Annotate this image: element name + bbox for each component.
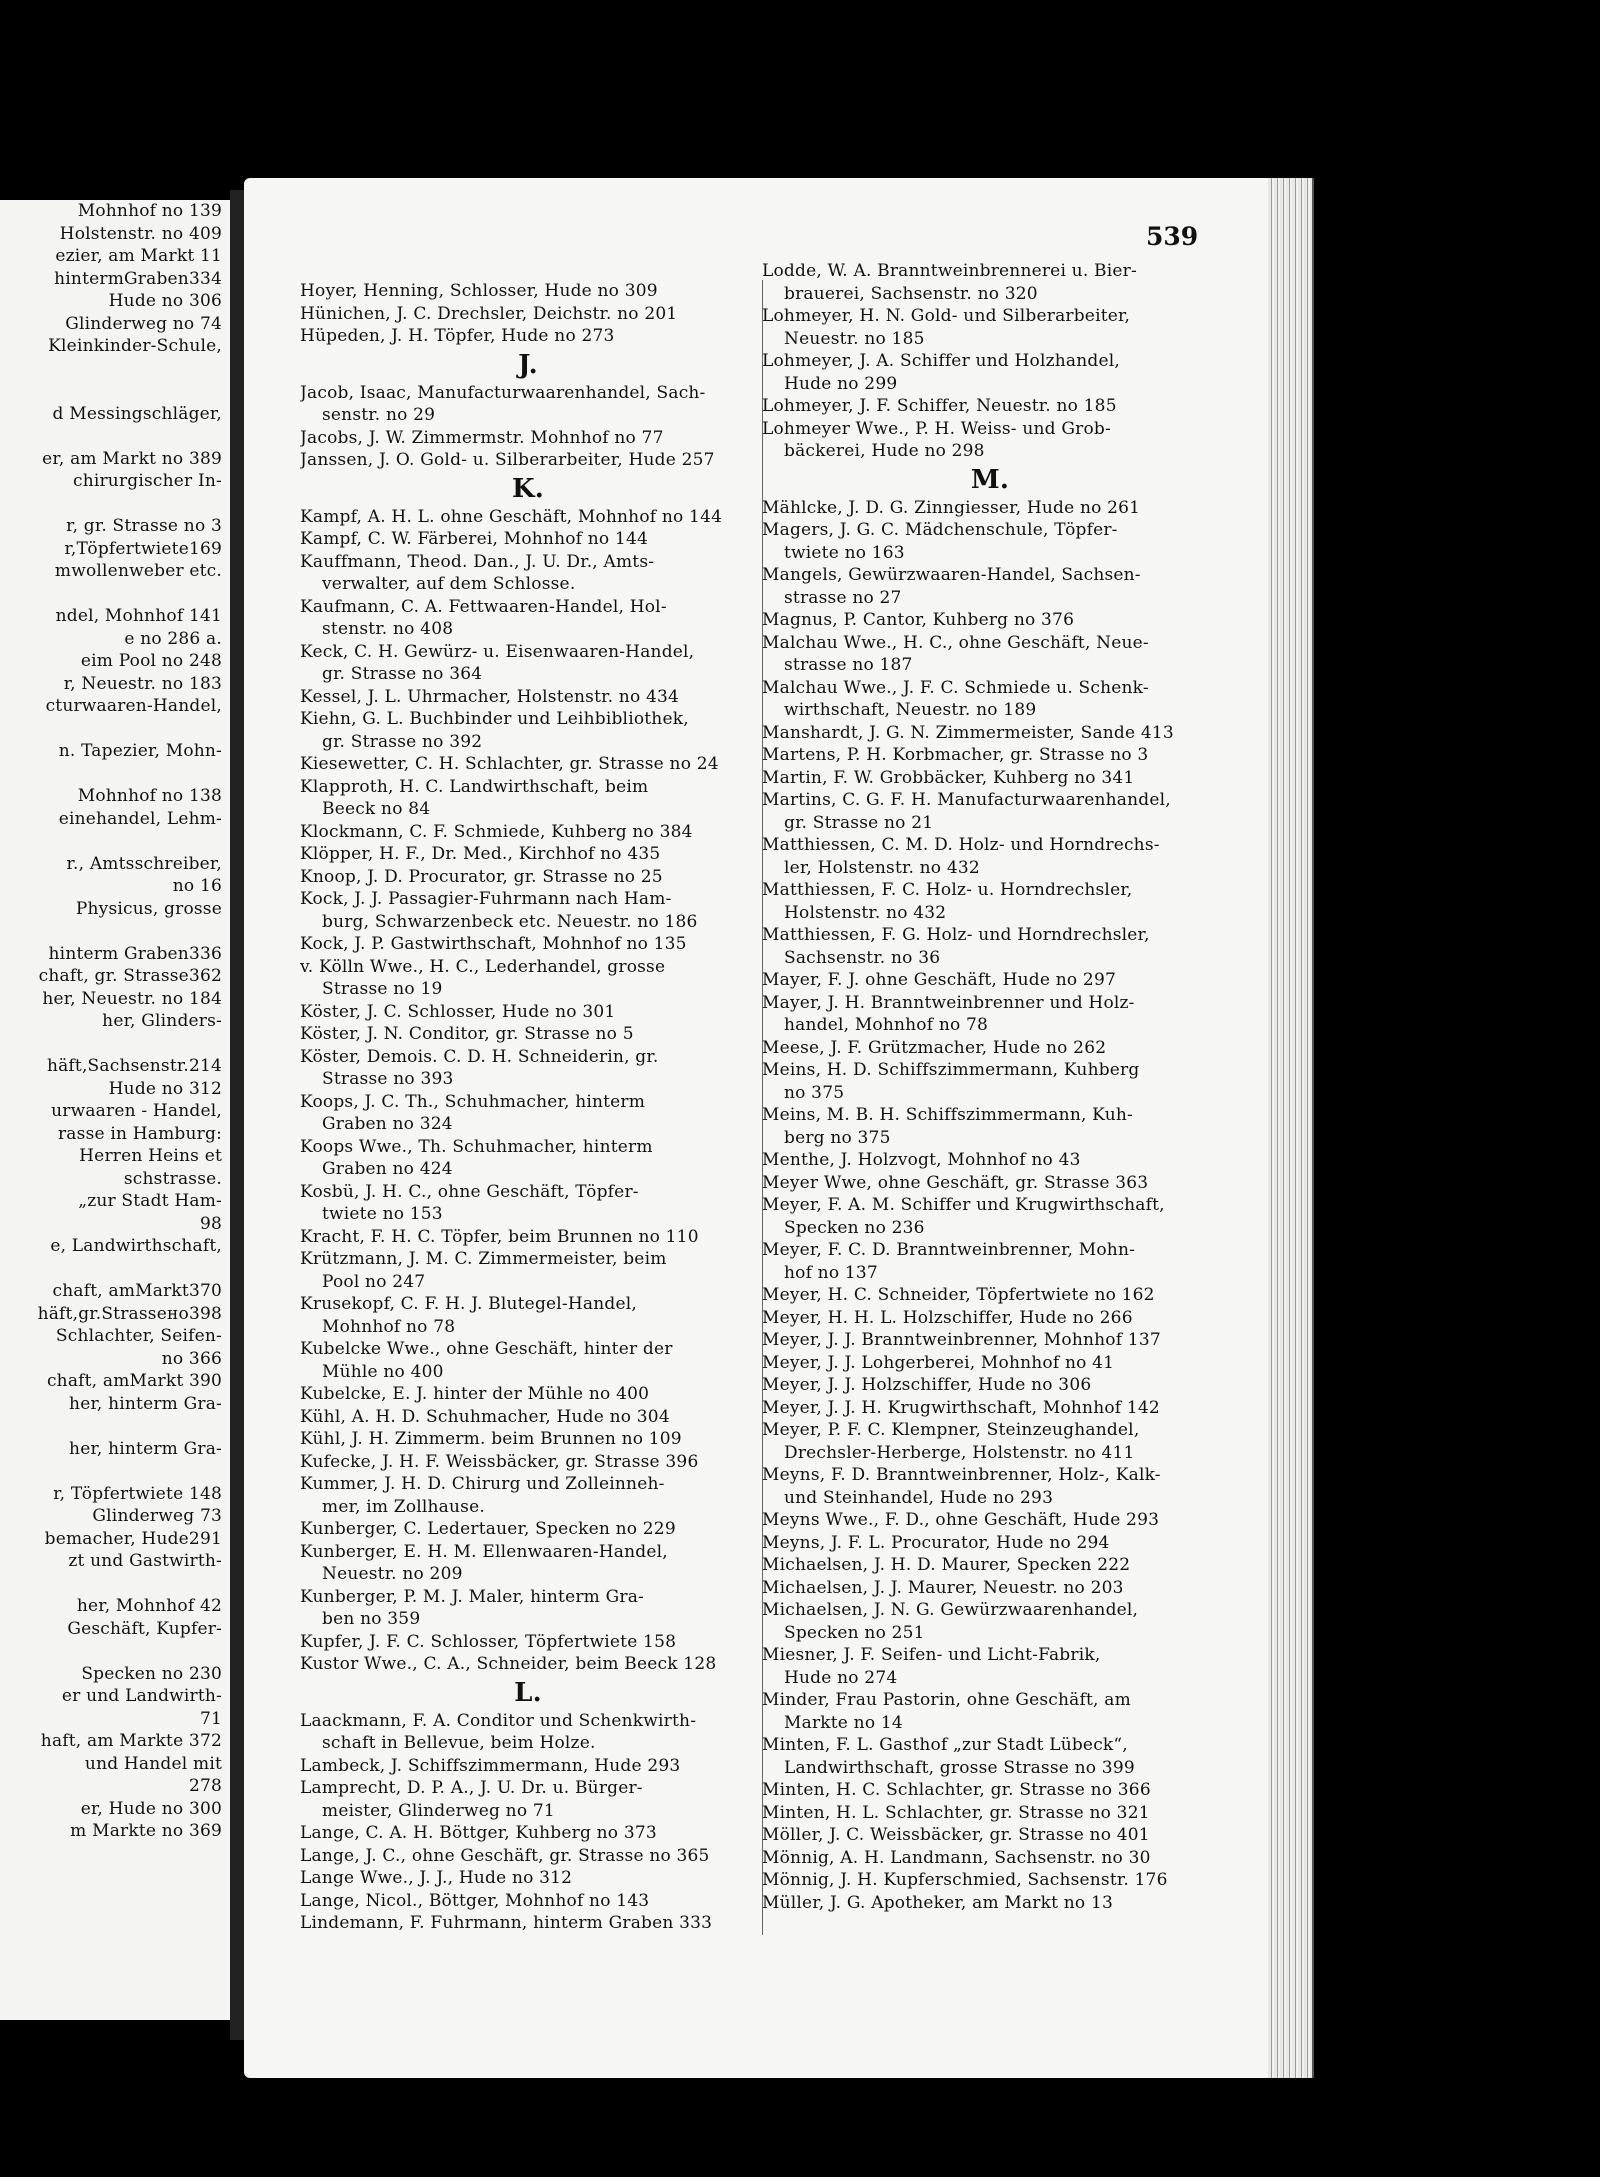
directory-entry-continuation: Holstenstr. no 432 [784, 902, 947, 923]
directory-entry-continuation: handel, Mohnhof no 78 [784, 1015, 989, 1035]
left-page-fragment: Mohnhof no 138 [77, 786, 222, 806]
directory-entry-continuation: senstr. no 29 [322, 405, 436, 425]
directory-entry: Hünichen, J. C. Drechsler, Deichstr. no 201 [300, 303, 678, 324]
directory-entry: Lange Wwe., J. J., Hude no 312 [300, 1868, 573, 1888]
directory-entry: Lodde, W. A. Branntweinbrennerei u. Bier- [762, 261, 1137, 281]
directory-entry: Lange, Nicol., Böttger, Mohnhof no 143 [300, 1890, 650, 1911]
directory-entry: Kühl, A. H. D. Schuhmacher, Hude no 304 [300, 1406, 670, 1427]
left-page-fragment: Glinderweg no 74 [65, 313, 222, 334]
directory-entry: Köster, J. N. Conditor, gr. Strasse no 5 [300, 1024, 634, 1044]
directory-entry: Magnus, P. Cantor, Kuhberg no 376 [762, 610, 1075, 630]
section-letter-heading: K. [511, 473, 545, 504]
left-page-fragment: Glinderweg 73 [92, 1506, 222, 1526]
left-page-text-fragments [0, 200, 228, 1843]
directory-entry-continuation: berg no 375 [784, 1127, 891, 1148]
directory-entry: Michaelsen, J. H. D. Maurer, Specken 222 [762, 1555, 1131, 1575]
directory-entry: Kühl, J. H. Zimmerm. beim Brunnen no 109 [300, 1429, 682, 1449]
left-page-fragment: e, Landwirthschaft, [50, 1236, 222, 1256]
directory-entry: Meyer, H. C. Schneider, Töpfertwiete no 162 [762, 1285, 1155, 1305]
directory-entry: Krützmann, J. M. C. Zimmermeister, beim [300, 1249, 667, 1269]
directory-entry: Magers, J. G. C. Mädchenschule, Töpfer- [762, 520, 1118, 540]
left-page-fragment [0, 358, 228, 381]
directory-entry-continuation: brauerei, Sachsenstr. no 320 [784, 283, 1038, 304]
directory-entry: Klöpper, H. F., Dr. Med., Kirchhof no 435 [300, 844, 661, 864]
directory-entry: Meese, J. F. Grützmacher, Hude no 262 [762, 1037, 1107, 1058]
directory-entry-continuation: hof no 137 [784, 1262, 878, 1283]
directory-entry-continuation: gr. Strasse no 21 [784, 812, 934, 833]
left-page-fragment: chaft, amMarkt370 [52, 1281, 222, 1301]
directory-entry-continuation: twiete no 153 [322, 1204, 443, 1224]
directory-entry-continuation: Hude no 299 [784, 373, 898, 394]
directory-entry-continuation: Drechsler-Herberge, Holstenstr. no 411 [784, 1442, 1135, 1463]
directory-entry: Michaelsen, J. N. G. Gewürzwaarenhandel, [762, 1600, 1139, 1620]
left-page-fragment: hintermGraben334 [54, 268, 222, 289]
left-page-fragment: cturwaaren-Handel, [45, 696, 222, 716]
left-page-fragment: urwaaren - Handel, [51, 1101, 222, 1121]
directory-entry: Kunberger, P. M. J. Maler, hinterm Gra- [300, 1586, 644, 1607]
directory-entry-continuation: Neuestr. no 209 [322, 1564, 463, 1584]
left-page-fragment: her, Neuestr. no 184 [42, 988, 222, 1009]
directory-entry: Lohmeyer, J. F. Schiffer, Neuestr. no 185 [762, 396, 1117, 416]
directory-entry: Lohmeyer, H. N. Gold- und Silberarbeiter, [762, 306, 1131, 326]
directory-entry: Mangels, Gewürzwaaren-Handel, Sachsen- [762, 565, 1141, 585]
directory-entry-continuation: Markte no 14 [784, 1712, 903, 1733]
directory-entry: Jacobs, J. W. Zimmermstr. Mohnhof no 77 [300, 427, 664, 448]
left-page-fragment: bemacher, Hude291 [44, 1528, 222, 1549]
directory-entry-continuation: burg, Schwarzenbeck etc. Neuestr. no 186 [322, 911, 698, 932]
directory-entry: Hoyer, Henning, Schlosser, Hude no 309 [300, 281, 658, 301]
directory-entry: Lindemann, F. Fuhrmann, hinterm Graben 333 [300, 1913, 713, 1933]
left-page-fragment: chaft, gr. Strasse362 [38, 966, 222, 986]
directory-entry-continuation: Landwirthschaft, grosse Strasse no 399 [784, 1757, 1135, 1778]
left-page-fragment: einehandel, Lehm- [58, 808, 222, 829]
directory-entry-continuation: wirthschaft, Neuestr. no 189 [784, 700, 1037, 720]
left-page-fragment [0, 1258, 228, 1281]
directory-entry-continuation: twiete no 163 [784, 542, 905, 563]
left-page-fragment: Hude no 312 [108, 1078, 222, 1099]
section-letter-heading: L. [514, 1677, 542, 1708]
left-page-fragment [0, 493, 228, 516]
left-page-fragment: n. Tapezier, Mohn- [58, 741, 222, 761]
directory-entry-continuation: schaft in Bellevue, beim Holze. [322, 1733, 596, 1753]
directory-entry: Meyns Wwe., F. D., ohne Geschäft, Hude 293 [762, 1510, 1160, 1530]
directory-entry: Lohmeyer Wwe., P. H. Weiss- und Grob- [762, 418, 1111, 439]
directory-entry: Meyer, J. J. H. Krugwirthschaft, Mohnhof 142 [762, 1397, 1160, 1418]
left-page-fragment: 98 [199, 1213, 222, 1234]
directory-entry-continuation: Sachsenstr. no 36 [784, 947, 941, 968]
directory-entry-continuation: Specken no 251 [784, 1622, 925, 1643]
directory-entry: Kupfer, J. F. C. Schlosser, Töpfertwiete 158 [300, 1631, 677, 1652]
directory-entry: Meyns, J. F. L. Procurator, Hude no 294 [762, 1532, 1110, 1553]
directory-entry: Möller, J. C. Weissbäcker, gr. Strasse no 401 [762, 1825, 1150, 1845]
directory-entry: Kunberger, C. Ledertauer, Specken no 229 [300, 1519, 676, 1539]
left-page-fragment: hinterm Graben336 [48, 943, 222, 964]
left-page-fragment: mwollenweber etc. [54, 561, 222, 581]
directory-entry: Janssen, J. O. Gold- u. Silberarbeiter, Hude 257 [300, 450, 715, 470]
left-page-fragment: und Handel mit [84, 1753, 222, 1774]
left-page-fragment: r, gr. Strasse no 3 [66, 516, 222, 536]
directory-entry: Michaelsen, J. J. Maurer, Neuestr. no 203 [762, 1577, 1124, 1598]
directory-entry: Kessel, J. L. Uhrmacher, Holstenstr. no 434 [300, 686, 680, 707]
left-page-fragment: Physicus, grosse [75, 898, 222, 919]
left-page-fragment: r, Neuestr. no 183 [63, 673, 222, 694]
left-page-fragment [0, 920, 228, 943]
directory-entry: Minten, H. L. Schlachter, gr. Strasse no 321 [762, 1802, 1150, 1823]
directory-entry: Meyer, J. J. Holzschiffer, Hude no 306 [762, 1375, 1092, 1395]
directory-entry: Krusekopf, C. F. H. J. Blutegel-Handel, [300, 1294, 637, 1314]
section-letter-heading: M. [970, 464, 1010, 495]
left-page-fragment: r, Töpfertwiete 148 [53, 1483, 222, 1504]
left-page-fragment: 71 [199, 1708, 222, 1729]
left-page-fragment: d Messingschläger, [52, 403, 222, 424]
directory-entry: Keck, C. H. Gewürz- u. Eisenwaaren-Handel, [300, 641, 695, 662]
directory-entry: Kaufmann, C. A. Fettwaaren-Handel, Hol- [300, 596, 667, 617]
left-page-fragment: „zur Stadt Ham- [78, 1191, 222, 1211]
directory-entry: Lamprecht, D. P. A., J. U. Dr. u. Bürger- [300, 1778, 643, 1798]
left-page-fragment: r., Amtsschreiber, [66, 853, 222, 874]
directory-entry: Kock, J. P. Gastwirthschaft, Mohnhof no 135 [300, 934, 687, 954]
directory-entry: Jacob, Isaac, Manufacturwaarenhandel, Sach- [300, 382, 706, 403]
directory-entry: Martens, P. H. Korbmacher, gr. Strasse no 3 [762, 745, 1149, 765]
directory-entry: Matthiessen, C. M. D. Holz- und Horndrechs- [762, 835, 1160, 855]
left-page-fragment: her, hinterm Gra- [69, 1438, 222, 1459]
directory-entry-continuation: ler, Holstenstr. no 432 [784, 857, 980, 878]
directory-entry: Kiesewetter, C. H. Schlachter, gr. Strasse no 24 [300, 754, 719, 774]
left-page-fragment: Hude no 306 [108, 291, 222, 311]
left-page-fragment [0, 763, 228, 786]
directory-entry: Kubelcke, E. J. hinter der Mühle no 400 [300, 1384, 650, 1404]
left-page-fragment: häft,Sachsenstr.214 [46, 1056, 222, 1076]
directory-entry: Mönnig, A. H. Landmann, Sachsenstr. no 30 [762, 1847, 1151, 1868]
directory-entry: v. Kölln Wwe., H. C., Lederhandel, grosse [300, 956, 666, 977]
directory-entry-continuation: Graben no 324 [322, 1114, 453, 1134]
left-page-fragment: Kleinkinder-Schule, [48, 336, 222, 356]
directory-column-right [762, 260, 1218, 1914]
page-edges [1268, 178, 1314, 2078]
directory-entry: Meins, M. B. H. Schiffszimmermann, Kuh- [762, 1105, 1133, 1125]
directory-entry: Kiehn, G. L. Buchbinder und Leihbibliothek, [300, 709, 689, 729]
left-page-fragment: haft, am Markte 372 [40, 1731, 222, 1751]
left-page-fragment: eim Pool no 248 [80, 651, 222, 671]
directory-entry: Kracht, F. H. C. Töpfer, beim Brunnen no 110 [300, 1226, 699, 1247]
directory-entry: Matthiessen, F. G. Holz- und Horndrechsler, [762, 925, 1150, 945]
directory-entry: Kunberger, E. H. M. Ellenwaaren-Handel, [300, 1541, 668, 1562]
directory-entry-continuation: Strasse no 19 [322, 979, 443, 999]
directory-entry: Mählcke, J. D. G. Zinngiesser, Hude no 261 [762, 497, 1141, 518]
directory-entry: Koops, J. C. Th., Schuhmacher, hinterm [300, 1091, 646, 1112]
directory-entry: Meyns, F. D. Branntweinbrenner, Holz-, Kalk- [762, 1465, 1161, 1485]
directory-entry: Kufecke, J. H. F. Weissbäcker, gr. Strasse 396 [300, 1451, 699, 1472]
directory-entry: Knoop, J. D. Procurator, gr. Strasse no 25 [300, 866, 663, 887]
directory-entry-continuation: Graben no 424 [322, 1159, 453, 1179]
left-page-fragment [0, 1573, 228, 1596]
directory-entry: Kummer, J. H. D. Chirurg und Zolleinneh- [300, 1474, 665, 1494]
left-page-fragment: no 366 [161, 1348, 222, 1369]
directory-entry: Kampf, C. W. Färberei, Mohnhof no 144 [300, 529, 648, 549]
directory-entry-continuation: bäckerei, Hude no 298 [784, 441, 985, 461]
directory-entry: Kock, J. J. Passagier-Fuhrmann nach Ham- [300, 889, 672, 909]
left-page-fragment: Specken no 230 [81, 1663, 222, 1684]
left-page-fragment: ezier, am Markt 11 [55, 246, 222, 266]
left-page-fragment: chaft, amMarkt 390 [46, 1371, 222, 1391]
left-page-fragment: häft,gr.Strassено398 [37, 1303, 222, 1324]
left-page-fragment: 278 [188, 1776, 222, 1796]
directory-entry: Martin, F. W. Grobbäcker, Kuhberg no 341 [762, 767, 1135, 788]
directory-entry-continuation: Mühle no 400 [322, 1361, 444, 1382]
directory-entry-continuation: strasse no 27 [784, 587, 902, 608]
directory-entry: Minten, H. C. Schlachter, gr. Strasse no 366 [762, 1780, 1151, 1800]
directory-entry-continuation: Mohnhof no 78 [322, 1316, 456, 1337]
directory-entry-continuation: ben no 359 [322, 1609, 421, 1629]
directory-entry: Minder, Frau Pastorin, ohne Geschäft, am [762, 1690, 1131, 1710]
directory-entry-continuation: stenstr. no 408 [322, 619, 454, 639]
directory-entry: Lohmeyer, J. A. Schiffer und Holzhandel, [762, 351, 1120, 371]
left-page [0, 200, 232, 2020]
left-page-fragment [0, 1460, 228, 1483]
left-page-fragment [0, 380, 228, 403]
left-page-fragment: Geschäft, Kupfer- [67, 1618, 222, 1639]
directory-entry: Mayer, F. J. ohne Geschäft, Hude no 297 [762, 970, 1116, 990]
directory-entry-continuation: Specken no 236 [784, 1217, 925, 1238]
directory-entry: Köster, J. C. Schlosser, Hude no 301 [300, 1001, 616, 1022]
left-page-fragment: r,Töpfertwiete169 [64, 538, 222, 559]
directory-entry: Kosbü, J. H. C., ohne Geschäft, Töpfer- [300, 1181, 639, 1202]
directory-entry: Miesner, J. F. Seifen- und Licht-Fabrik, [762, 1645, 1101, 1665]
directory-entry: Matthiessen, F. C. Holz- u. Horndrechsler, [762, 880, 1133, 900]
left-page-fragment [0, 1415, 228, 1438]
directory-entry-continuation: mer, im Zollhause. [322, 1496, 485, 1517]
directory-entry: Malchau Wwe., J. F. C. Schmiede u. Schenk- [762, 677, 1149, 698]
directory-entry: Klapproth, H. C. Landwirthschaft, beim [300, 776, 649, 797]
left-page-fragment [0, 583, 228, 606]
directory-entry-continuation: Pool no 247 [322, 1271, 426, 1292]
left-page-fragment: Schlachter, Seifen- [55, 1326, 222, 1346]
directory-entry: Meyer Wwe, ohne Geschäft, gr. Strasse 363 [762, 1172, 1149, 1193]
directory-entry: Kustor Wwe., C. A., Schneider, beim Beeck 128 [300, 1654, 717, 1674]
directory-entry-continuation: gr. Strasse no 364 [322, 664, 483, 684]
page-number: 539 [1146, 222, 1199, 251]
directory-entry: Koops Wwe., Th. Schuhmacher, hinterm [300, 1136, 653, 1157]
directory-entry-continuation: Strasse no 393 [322, 1069, 454, 1089]
directory-entry: Kubelcke Wwe., ohne Geschäft, hinter der [300, 1339, 673, 1359]
left-page-fragment: Mohnhof no 139 [77, 201, 222, 221]
directory-entry: Manshardt, J. G. N. Zimmermeister, Sande 413 [762, 722, 1174, 743]
directory-entry: Meins, H. D. Schiffszimmermann, Kuhberg [762, 1060, 1140, 1080]
left-page-fragment: Holstenstr. no 409 [59, 223, 222, 244]
left-page-fragment: her, Mohnhof 42 [76, 1596, 222, 1616]
left-page-fragment [0, 425, 228, 448]
left-page-fragment: ndel, Mohnhof 141 [55, 606, 222, 626]
directory-entry: Köster, Demois. C. D. H. Schneiderin, gr. [300, 1046, 659, 1067]
directory-column-left [300, 280, 763, 1935]
directory-entry: Menthe, J. Holzvogt, Mohnhof no 43 [762, 1150, 1081, 1170]
section-letter-heading: J. [518, 349, 538, 380]
left-page-fragment: schstrasse. [123, 1168, 222, 1189]
directory-entry: Minten, F. L. Gasthof „zur Stadt Lübeck“, [762, 1735, 1128, 1755]
left-page-fragment [0, 1640, 228, 1663]
left-page-fragment [0, 830, 228, 853]
directory-entry: Meyer, F. A. M. Schiffer und Krugwirthschaft, [762, 1195, 1165, 1215]
left-page-fragment [0, 1033, 228, 1056]
left-page-fragment: her, hinterm Gra- [69, 1393, 222, 1414]
directory-entry-continuation: strasse no 187 [784, 655, 913, 675]
directory-entry-continuation: Beeck no 84 [322, 799, 431, 819]
directory-entry: Müller, J. G. Apotheker, am Markt no 13 [762, 1892, 1113, 1913]
directory-entry: Meyer, H. H. L. Holzschiffer, Hude no 266 [762, 1307, 1133, 1328]
left-page-fragment: zt und Gastwirth- [68, 1551, 222, 1571]
directory-entry-continuation: und Steinhandel, Hude no 293 [784, 1487, 1054, 1508]
directory-entry: Meyer, J. J. Branntweinbrenner, Mohnhof 137 [762, 1330, 1161, 1350]
left-page-fragment: er und Landwirth- [61, 1686, 222, 1706]
directory-entry: Martins, C. G. F. H. Manufacturwaarenhandel, [762, 790, 1171, 810]
left-page-fragment: no 16 [172, 876, 222, 896]
directory-entry: Lange, C. A. H. Böttger, Kuhberg no 373 [300, 1823, 657, 1843]
directory-entry: Mayer, J. H. Branntweinbrenner und Holz- [762, 992, 1135, 1013]
directory-entry-continuation: Hude no 274 [784, 1667, 898, 1688]
directory-entry: Meyer, J. J. Lohgerberei, Mohnhof no 41 [762, 1352, 1115, 1373]
directory-entry: Hüpeden, J. H. Töpfer, Hude no 273 [300, 326, 615, 346]
left-page-fragment [0, 718, 228, 741]
directory-entry-continuation: verwalter, auf dem Schlosse. [322, 574, 576, 594]
directory-entry: Lambeck, J. Schiffszimmermann, Hude 293 [300, 1755, 681, 1776]
directory-entry: Mönnig, J. H. Kupferschmied, Sachsenstr. 176 [762, 1870, 1168, 1890]
left-page-fragment: m Markte no 369 [70, 1821, 222, 1841]
left-page-fragment: er, Hude no 300 [80, 1798, 222, 1819]
directory-entry-continuation: meister, Glinderweg no 71 [322, 1800, 555, 1821]
directory-entry-continuation: Neuestr. no 185 [784, 328, 925, 349]
directory-entry: Lange, J. C., ohne Geschäft, gr. Strasse no 365 [300, 1845, 710, 1866]
left-page-fragment: Herren Heins et [79, 1146, 222, 1166]
directory-entry: Klockmann, C. F. Schmiede, Kuhberg no 384 [300, 821, 693, 842]
directory-entry: Kampf, A. H. L. ohne Geschäft, Mohnhof no 144 [300, 506, 723, 527]
left-page-fragment: rasse in Hamburg: [57, 1123, 222, 1144]
left-page-fragment: chirurgischer In- [72, 471, 222, 491]
directory-entry: Meyer, P. F. C. Klempner, Steinzeughandel, [762, 1420, 1140, 1440]
left-page-fragment: er, am Markt no 389 [42, 448, 222, 469]
directory-entry-continuation: gr. Strasse no 392 [322, 731, 483, 752]
left-page-fragment: her, Glinders- [102, 1011, 222, 1031]
left-page-fragment: e no 286 a. [124, 628, 222, 649]
directory-entry: Meyer, F. C. D. Branntweinbrenner, Mohn- [762, 1240, 1136, 1260]
directory-entry: Malchau Wwe., H. C., ohne Geschäft, Neue- [762, 632, 1149, 653]
directory-entry: Kauffmann, Theod. Dan., J. U. Dr., Amts- [300, 551, 655, 572]
directory-entry-continuation: no 375 [784, 1082, 845, 1103]
directory-entry: Laackmann, F. A. Conditor und Schenkwirth- [300, 1710, 697, 1731]
